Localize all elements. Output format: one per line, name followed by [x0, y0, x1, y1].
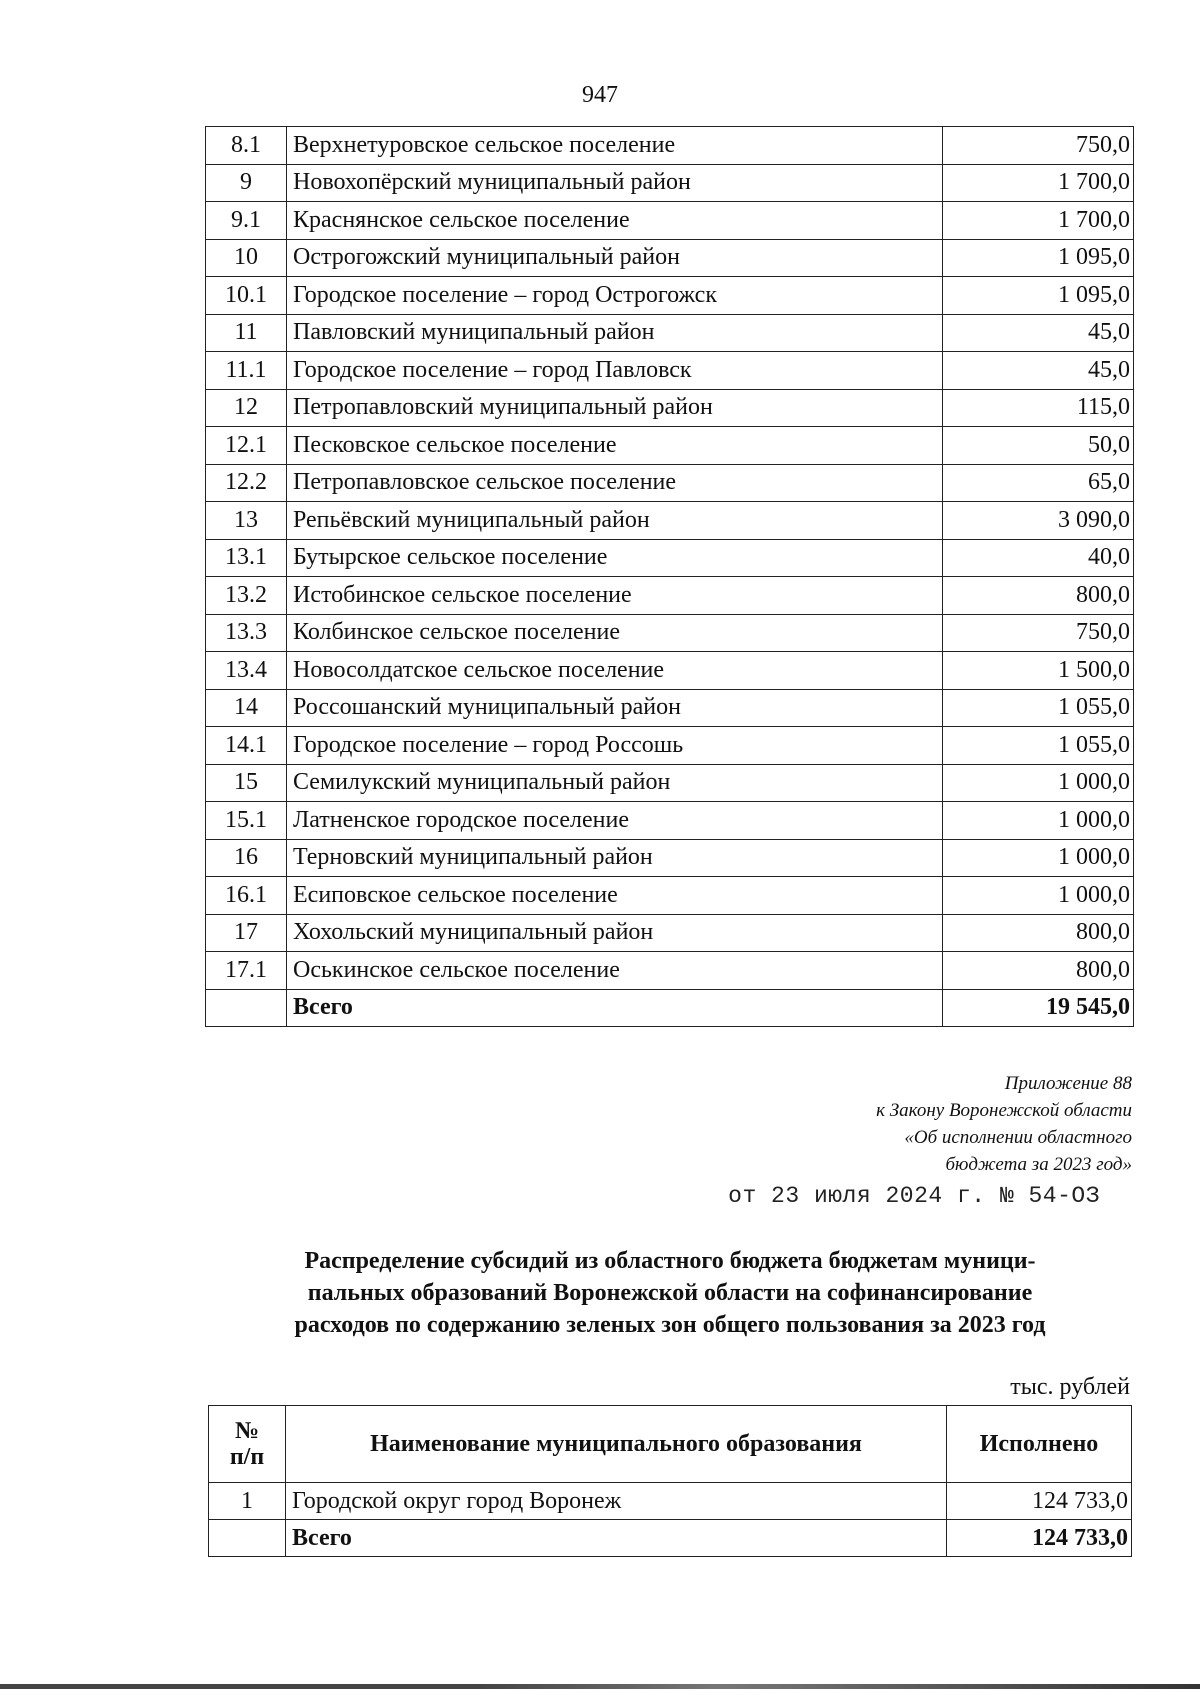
table-row [206, 464, 1134, 502]
row-value: 1 055,0 [943, 689, 1134, 727]
table-row [206, 239, 1134, 277]
row-name: Терновский муниципальный район [287, 839, 943, 877]
row-value: 1 000,0 [943, 764, 1134, 802]
row-value: 750,0 [943, 127, 1134, 165]
header-number-symbol: № [234, 1418, 260, 1444]
document-title-line-2: пальных образований Воронежской области на софинансирование [307, 1280, 1033, 1306]
row-name: Семилукский муниципальный район [287, 764, 943, 802]
table-row [206, 764, 1134, 802]
row-value: 1 700,0 [943, 202, 1134, 240]
row-name: Павловский муниципальный район [287, 314, 943, 352]
row-name: Городской округ город Воронеж [286, 1483, 947, 1520]
appendix-header [632, 1070, 1132, 1178]
table-row [206, 539, 1134, 577]
row-number: 14.1 [206, 727, 287, 765]
row-value: 124 733,0 [947, 1483, 1132, 1520]
row-name: Песковское сельское поселение [287, 427, 943, 465]
subsidy-total-label: Всего [286, 1520, 947, 1557]
subsidy-table-header [209, 1406, 1132, 1483]
row-number: 17.1 [206, 952, 287, 990]
table-row [206, 802, 1134, 840]
row-number: 15 [206, 764, 287, 802]
row-number: 15.1 [206, 802, 287, 840]
row-value: 1 500,0 [943, 652, 1134, 690]
row-name: Городское поселение – город Павловск [287, 352, 943, 390]
subsidy-total-row [209, 1520, 1132, 1557]
table-row [206, 914, 1134, 952]
table-row [206, 427, 1134, 465]
table-row [206, 727, 1134, 765]
row-name: Краснянское сельское поселение [287, 202, 943, 240]
row-number: 13.2 [206, 577, 287, 615]
table-row [206, 877, 1134, 915]
table-row [206, 689, 1134, 727]
row-number: 11.1 [206, 352, 287, 390]
row-name: Колбинское сельское поселение [287, 614, 943, 652]
allocation-table-body [206, 127, 1134, 990]
row-number: 17 [206, 914, 287, 952]
total-row-num [206, 989, 287, 1027]
row-name: Репьёвский муниципальный район [287, 502, 943, 540]
appendix-number: Приложение 88 [1004, 1073, 1132, 1094]
document-title-line-1: Распределение субсидий из областного бюджета бюджетам муници- [304, 1248, 1036, 1274]
header-name: Наименование муниципального образования [286, 1406, 947, 1483]
row-name: Верхнетуровское сельское поселение [287, 127, 943, 165]
row-value: 1 055,0 [943, 727, 1134, 765]
row-number: 12.1 [206, 427, 287, 465]
document-title-line-3: расходов по содержанию зеленых зон общего пользования за 2023 год [294, 1312, 1046, 1338]
table-row [206, 577, 1134, 615]
table-row [206, 314, 1134, 352]
total-row [206, 989, 1134, 1027]
row-number: 13.3 [206, 614, 287, 652]
row-name: Истобинское сельское поселение [287, 577, 943, 615]
appendix-law-title-1: «Об исполнении областного [904, 1127, 1132, 1148]
row-name: Острогожский муниципальный район [287, 239, 943, 277]
units-label: тыс. рублей [1010, 1374, 1130, 1400]
row-value: 800,0 [943, 952, 1134, 990]
row-value: 750,0 [943, 614, 1134, 652]
row-number: 13 [206, 502, 287, 540]
row-number: 10 [206, 239, 287, 277]
row-value: 800,0 [943, 577, 1134, 615]
row-value: 45,0 [943, 352, 1134, 390]
row-value: 65,0 [943, 464, 1134, 502]
row-name: Есиповское сельское поселение [287, 877, 943, 915]
table-row [206, 352, 1134, 390]
row-name: Городское поселение – город Острогожск [287, 277, 943, 315]
header-number [209, 1406, 286, 1483]
row-value: 45,0 [943, 314, 1134, 352]
row-name: Хохольский муниципальный район [287, 914, 943, 952]
subsidy-table-row [209, 1483, 1132, 1520]
header-number-abbr: п/п [229, 1444, 265, 1470]
table-row [206, 952, 1134, 990]
row-name: Петропавловский муниципальный район [287, 389, 943, 427]
row-number: 14 [206, 689, 287, 727]
row-value: 1 000,0 [943, 839, 1134, 877]
row-number: 11 [206, 314, 287, 352]
row-value: 1 000,0 [943, 877, 1134, 915]
row-number: 1 [209, 1483, 286, 1520]
row-name: Петропавловское сельское поселение [287, 464, 943, 502]
subsidy-table-body [209, 1483, 1132, 1520]
row-number: 13.1 [206, 539, 287, 577]
subsidy-total-num [209, 1520, 286, 1557]
row-number: 8.1 [206, 127, 287, 165]
row-name: Россошанский муниципальный район [287, 689, 943, 727]
table-row [206, 127, 1134, 165]
row-value: 115,0 [943, 389, 1134, 427]
document-title [200, 1245, 1140, 1341]
appendix-law-reference: к Закону Воронежской области [876, 1100, 1132, 1121]
row-name: Латненское городское поселение [287, 802, 943, 840]
appendix-date-stamp: от 23 июля 2024 г. № 54-ОЗ [728, 1183, 1100, 1209]
page-number: 947 [582, 82, 618, 108]
row-name: Новосолдатское сельское поселение [287, 652, 943, 690]
subsidy-total-value: 124 733,0 [947, 1520, 1132, 1557]
row-name: Бутырское сельское поселение [287, 539, 943, 577]
scan-bottom-edge [0, 1684, 1200, 1689]
row-number: 13.4 [206, 652, 287, 690]
table-row [206, 839, 1134, 877]
row-number: 9 [206, 164, 287, 202]
table-row [206, 164, 1134, 202]
row-number: 16 [206, 839, 287, 877]
row-value: 1 000,0 [943, 802, 1134, 840]
row-value: 1 095,0 [943, 239, 1134, 277]
table-row [206, 652, 1134, 690]
row-value: 40,0 [943, 539, 1134, 577]
row-number: 12.2 [206, 464, 287, 502]
total-label: Всего [287, 989, 943, 1027]
table-row [206, 502, 1134, 540]
row-name: Городское поселение – город Россошь [287, 727, 943, 765]
table-row [206, 614, 1134, 652]
row-value: 3 090,0 [943, 502, 1134, 540]
row-name: Новохопёрский муниципальный район [287, 164, 943, 202]
row-value: 1 700,0 [943, 164, 1134, 202]
table-row [206, 389, 1134, 427]
total-value: 19 545,0 [943, 989, 1134, 1027]
header-value: Исполнено [947, 1406, 1132, 1483]
subsidy-table [208, 1405, 1132, 1557]
allocation-table-continued [205, 126, 1134, 1027]
row-value: 50,0 [943, 427, 1134, 465]
row-number: 16.1 [206, 877, 287, 915]
row-number: 9.1 [206, 202, 287, 240]
table-row [206, 277, 1134, 315]
row-value: 800,0 [943, 914, 1134, 952]
row-name: Оськинское сельское поселение [287, 952, 943, 990]
row-value: 1 095,0 [943, 277, 1134, 315]
row-number: 10.1 [206, 277, 287, 315]
appendix-law-title-2: бюджета за 2023 год» [945, 1154, 1132, 1175]
row-number: 12 [206, 389, 287, 427]
table-row [206, 202, 1134, 240]
